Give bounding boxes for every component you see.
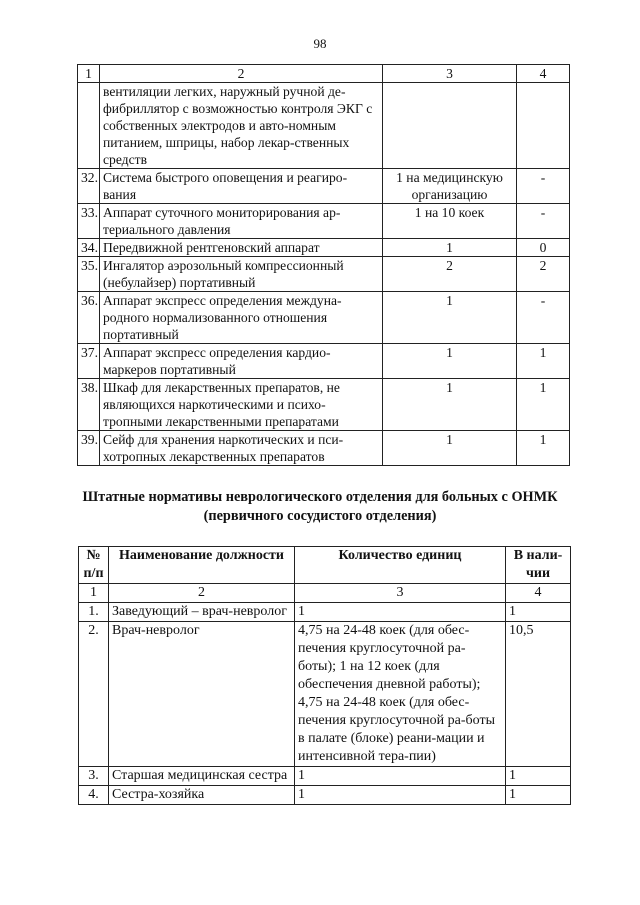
available-count: 1 (506, 767, 571, 786)
available-quantity: 1 (517, 431, 570, 466)
available-quantity: - (517, 292, 570, 344)
column-number-row (78, 65, 570, 83)
table-row (78, 204, 570, 239)
required-quantity: 1 (383, 379, 517, 431)
table-row (79, 767, 571, 786)
row-number: 39. (78, 431, 100, 466)
equipment-name: Аппарат экспресс определения кардио-маркеров портативный (100, 344, 383, 379)
section-title-line: Штатные нормативы неврологического отделения для больных с ОНМК (82, 489, 558, 505)
required-quantity: 1 (383, 344, 517, 379)
required-quantity: 1 (383, 239, 517, 257)
column-header: № п/п (79, 547, 109, 584)
available-quantity: 1 (517, 344, 570, 379)
equipment-name: Ингалятор аэрозольный компрессионный (небулайзер) портативный (100, 257, 383, 292)
row-number: 37. (78, 344, 100, 379)
column-number: 3 (383, 65, 517, 83)
table-row (78, 344, 570, 379)
required-quantity: 1 (383, 292, 517, 344)
available-quantity: 0 (517, 239, 570, 257)
row-number: 38. (78, 379, 100, 431)
row-number: 36. (78, 292, 100, 344)
table-row (78, 239, 570, 257)
required-quantity: 2 (383, 257, 517, 292)
staffing-table (78, 546, 571, 805)
available-quantity: 2 (517, 257, 570, 292)
row-number: 3. (79, 767, 109, 786)
unit-quantity: 1 (295, 786, 506, 805)
unit-quantity: 1 (295, 603, 506, 622)
continuation-text: вентиляции легких, наружный ручной де-фибриллятор с возможностью контроля ЭКГ с собственных электродов и авто-номным питанием, шприцы, набор лекар-ственных средств (100, 83, 383, 169)
column-header: Количество единиц (295, 547, 506, 584)
header-row (79, 547, 571, 584)
available-count: 10,5 (506, 622, 571, 767)
row-number: 1. (79, 603, 109, 622)
column-number: 1 (78, 65, 100, 83)
row-number: 33. (78, 204, 100, 239)
row-number: 2. (79, 622, 109, 767)
equipment-name: Сейф для хранения наркотических и пси-хотропных лекарственных препаратов (100, 431, 383, 466)
position-name: Старшая медицинская сестра (109, 767, 295, 786)
table-row (78, 431, 570, 466)
table-row (78, 169, 570, 204)
row-number: 34. (78, 239, 100, 257)
row-number: 32. (78, 169, 100, 204)
required-quantity: 1 (383, 431, 517, 466)
position-name: Сестра-хозяйка (109, 786, 295, 805)
column-number: 3 (295, 584, 506, 603)
row-number: 4. (79, 786, 109, 805)
column-number: 1 (79, 584, 109, 603)
equipment-name: Шкаф для лекарственных препаратов, не являющихся наркотическими и психо-тропными лекарственными препаратами (100, 379, 383, 431)
unit-quantity: 4,75 на 24-48 коек (для обес-печения круглосуточной ра-боты); 1 на 12 коек (для обеспечения дневной работы); 4,75 на 24-48 коек (для обес-печения круглосуточной ра-боты в палате (блоке) реани-мации и интенсивной тера-пии) (295, 622, 506, 767)
available-count: 1 (506, 603, 571, 622)
table-row (78, 83, 570, 169)
column-number: 2 (109, 584, 295, 603)
required-quantity: 1 на 10 коек (383, 204, 517, 239)
column-number: 4 (506, 584, 571, 603)
required-quantity: 1 на медицинскую организацию (383, 169, 517, 204)
equipment-table (77, 64, 570, 466)
table-row (78, 257, 570, 292)
table-row (79, 603, 571, 622)
column-header: В нали-чии (506, 547, 571, 584)
table-row (79, 786, 571, 805)
equipment-name: Передвижной рентгеновский аппарат (100, 239, 383, 257)
row-number: 35. (78, 257, 100, 292)
equipment-name: Система быстрого оповещения и реагиро-вания (100, 169, 383, 204)
section-title (0, 488, 640, 526)
equipment-name: Аппарат экспресс определения междуна-родного нормализованного отношения портативный (100, 292, 383, 344)
available-quantity: 1 (517, 379, 570, 431)
column-number: 2 (100, 65, 383, 83)
table-row (78, 379, 570, 431)
equipment-name: Аппарат суточного мониторирования ар-териального давления (100, 204, 383, 239)
section-title-line: (первичного сосудистого отделения) (203, 508, 437, 524)
column-header: Наименование должности (109, 547, 295, 584)
table-row (78, 292, 570, 344)
available-quantity: - (517, 204, 570, 239)
page-number: 98 (313, 36, 327, 51)
available-count: 1 (506, 786, 571, 805)
column-number-row (79, 584, 571, 603)
unit-quantity: 1 (295, 767, 506, 786)
position-name: Врач-невролог (109, 622, 295, 767)
available-quantity: - (517, 169, 570, 204)
column-number: 4 (517, 65, 570, 83)
table-row (79, 622, 571, 767)
position-name: Заведующий – врач-невролог (109, 603, 295, 622)
